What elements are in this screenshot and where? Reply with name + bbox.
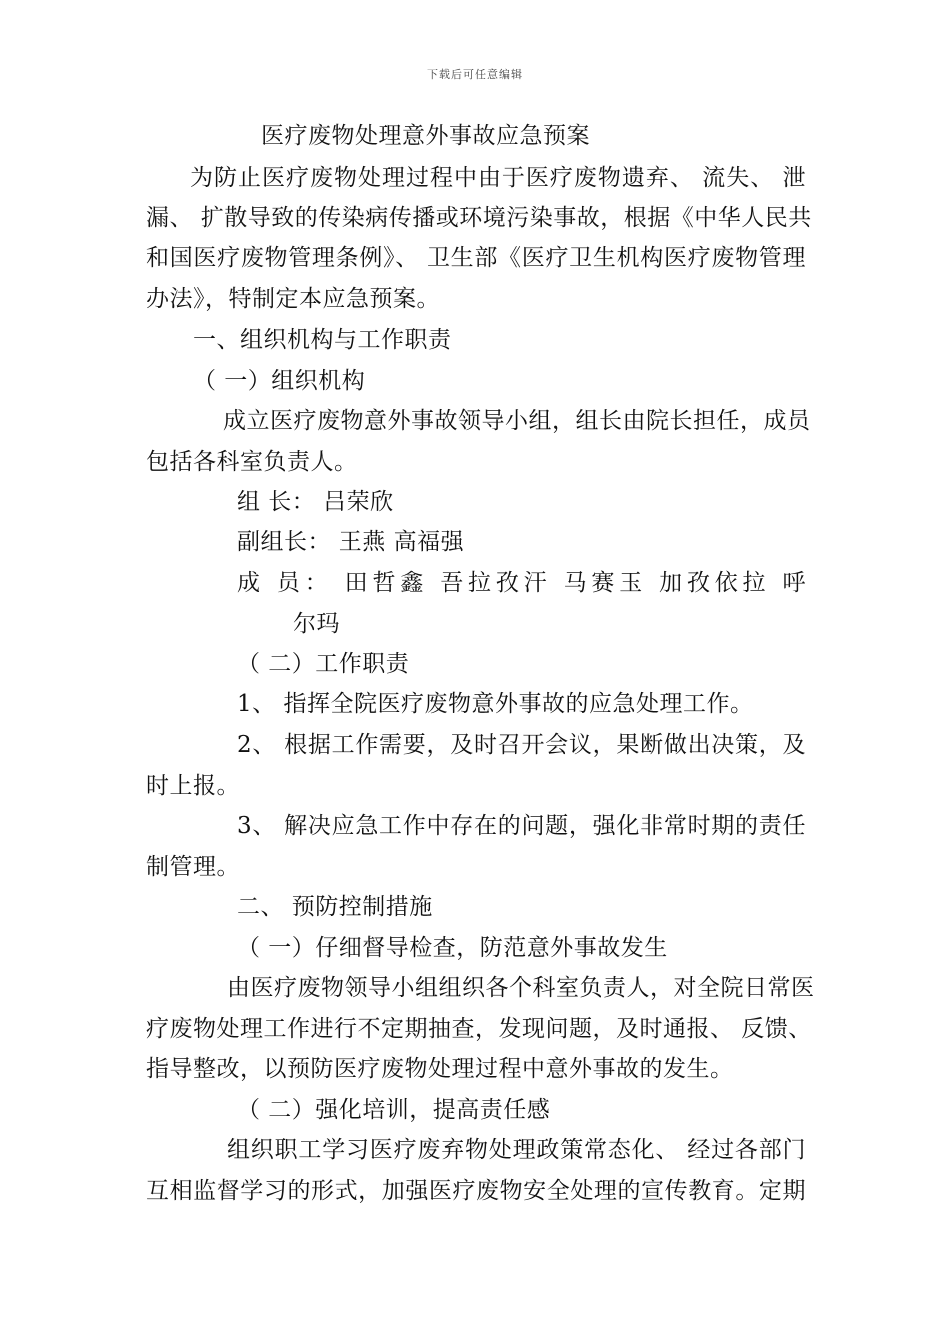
list-item: 2、 根据工作需要，及时召开会议，果断做出决策，及 bbox=[237, 732, 806, 758]
list-item: 1、 指挥全院医疗废物意外事故的应急处理工作。 bbox=[237, 691, 754, 717]
paragraph-line: 漏、 扩散导致的传染病传播或环境污染事故，根据《中华人民共 bbox=[146, 205, 812, 231]
paragraph-line: 疗废物处理工作进行不定期抽查，发现问题，及时通报、 反馈、 bbox=[146, 1016, 812, 1042]
list-item-cont: 时上报。 bbox=[146, 773, 240, 799]
paragraph-line: 指导整改，以预防医疗废物处理过程中意外事故的发生。 bbox=[146, 1056, 734, 1082]
paragraph-line: 包括各科室负责人。 bbox=[146, 449, 358, 475]
subsection-heading: （ 一）仔细督导检查，防范意外事故发生 bbox=[237, 935, 668, 961]
header-note: 下载后可任意编辑 bbox=[427, 68, 523, 81]
subsection-heading: （ 二）强化培训，提高责任感 bbox=[237, 1097, 551, 1123]
section-heading: 一、组织机构与工作职责 bbox=[193, 327, 452, 353]
member-line-members: 成 员： 田哲鑫 吾拉孜汗 马赛玉 加孜依拉 呼 bbox=[237, 570, 806, 596]
section-heading: 二、 预防控制措施 bbox=[237, 894, 433, 920]
paragraph-line: 为防止医疗废物处理过程中由于医疗废物遗弃、 流失、 泄 bbox=[190, 165, 806, 191]
list-item: 3、 解决应急工作中存在的问题，强化非常时期的责任 bbox=[237, 813, 806, 839]
paragraph-line: 办法》，特制定本应急预案。 bbox=[146, 286, 440, 312]
member-line-leader: 组 长： 吕荣欣 bbox=[237, 489, 394, 515]
subsection-heading: （ 二）工作职责 bbox=[237, 651, 410, 677]
member-line-members-cont: 尔玛 bbox=[293, 611, 340, 637]
paragraph-line: 由医疗废物领导小组组织各个科室负责人，对全院日常医 bbox=[227, 975, 815, 1001]
member-line-deputy: 副组长： 王燕 高福强 bbox=[237, 529, 465, 555]
paragraph-line: 成立医疗废物意外事故领导小组，组长由院长担任，成员 bbox=[223, 408, 811, 434]
subsection-heading: （ 一）组织机构 bbox=[193, 368, 366, 394]
paragraph-line: 和国医疗废物管理条例》、 卫生部《医疗卫生机构医疗废物管理 bbox=[146, 245, 806, 271]
list-item-cont: 制管理。 bbox=[146, 854, 240, 880]
document-title: 医疗废物处理意外事故应急预案 bbox=[261, 123, 590, 149]
paragraph-line: 组织职工学习医疗废弃物处理政策常态化、 经过各部门 bbox=[227, 1137, 806, 1163]
paragraph-line: 互相监督学习的形式，加强医疗废物安全处理的宣传教育。定期 bbox=[146, 1178, 806, 1204]
